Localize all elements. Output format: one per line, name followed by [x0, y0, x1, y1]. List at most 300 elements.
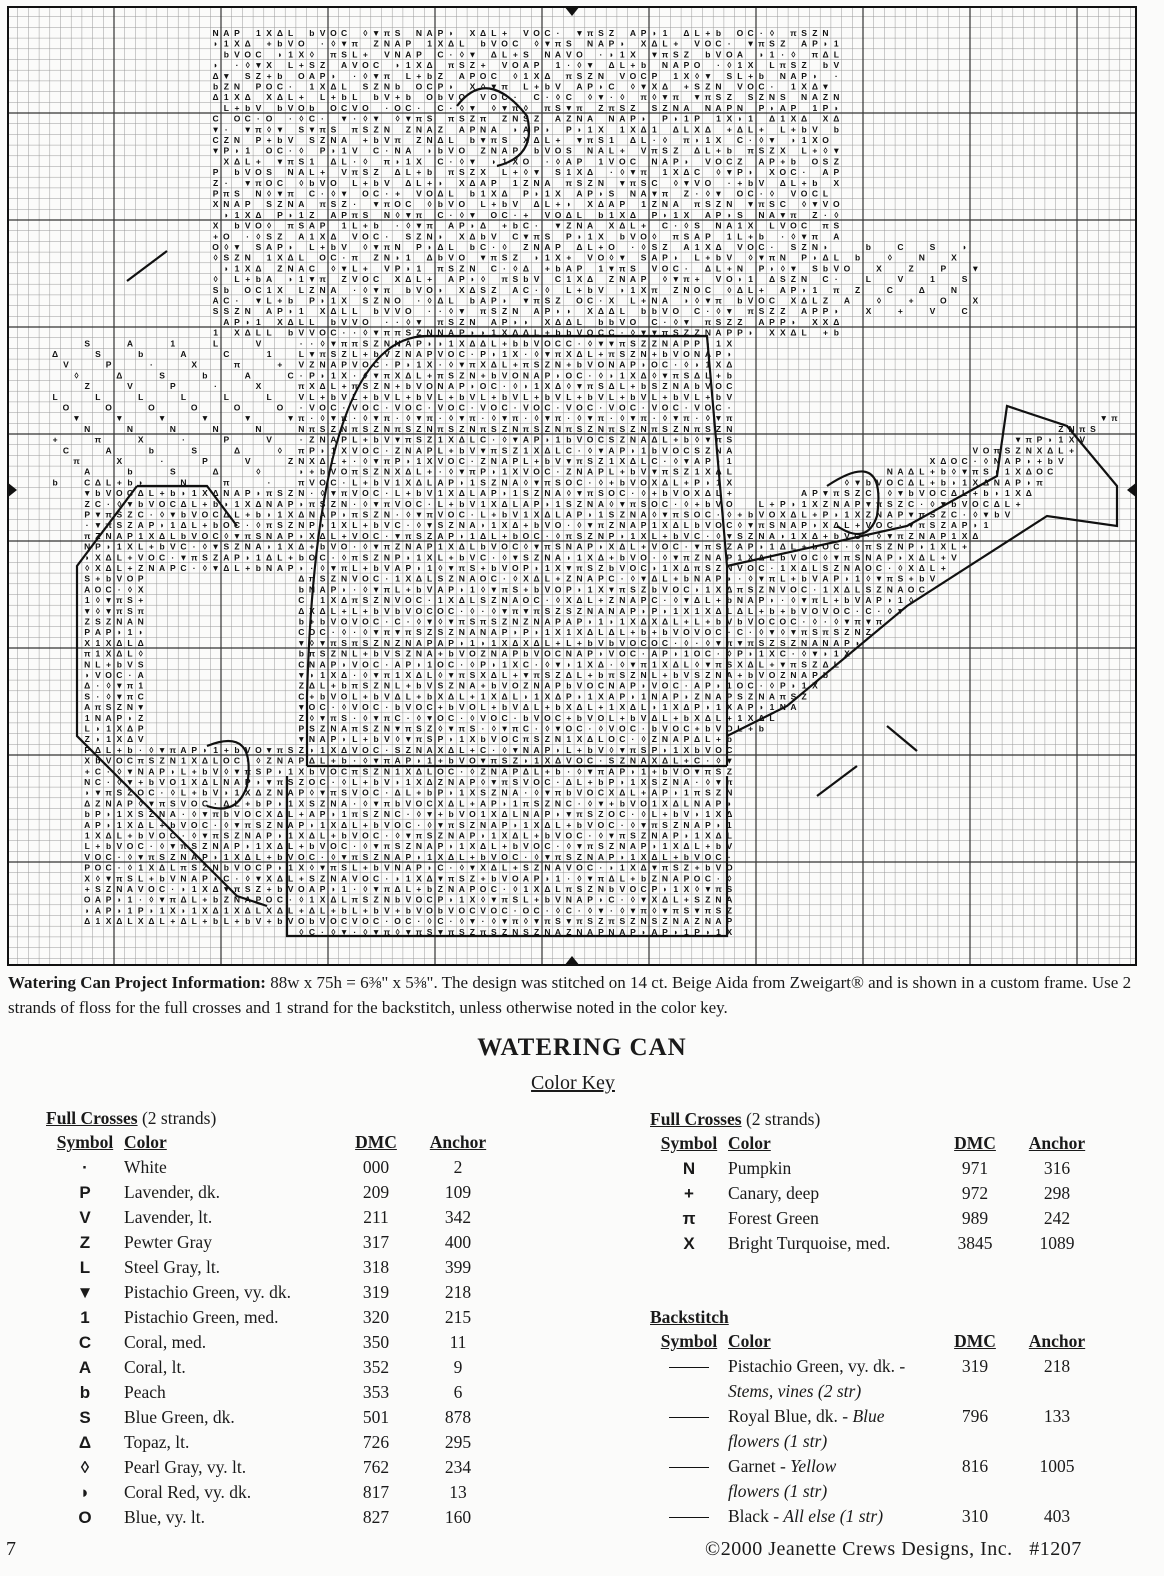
svg-text:+: +: [362, 905, 368, 916]
svg-text:A: A: [544, 680, 551, 691]
svg-text:▼: ▼: [72, 413, 81, 424]
svg-text:C: C: [715, 851, 722, 862]
svg-text:S: S: [865, 584, 872, 595]
svg-text:+: +: [609, 798, 614, 809]
svg-text:Z: Z: [373, 766, 379, 777]
svg-text:S: S: [544, 670, 551, 680]
svg-text:X: X: [533, 884, 540, 894]
svg-text:π: π: [298, 381, 305, 392]
svg-text:V: V: [287, 102, 294, 113]
svg-text:C: C: [255, 49, 262, 60]
svg-text:X: X: [309, 605, 315, 616]
svg-text:A: A: [405, 145, 412, 156]
svg-text:A: A: [811, 637, 818, 648]
svg-text:N: N: [576, 926, 583, 937]
svg-text:Z: Z: [138, 712, 144, 723]
svg-text:▼: ▼: [671, 274, 681, 285]
svg-text:1: 1: [737, 552, 743, 563]
svg-text:S: S: [876, 541, 882, 552]
svg-text:Δ: Δ: [319, 605, 326, 616]
svg-text:+: +: [416, 167, 422, 178]
key-anchor: 13: [449, 1482, 467, 1502]
svg-text:S: S: [458, 873, 465, 884]
svg-text:b: b: [373, 905, 379, 916]
svg-text:C: C: [811, 552, 818, 563]
svg-text:◗: ◗: [780, 530, 786, 541]
svg-text:+: +: [748, 231, 754, 242]
svg-text:C: C: [126, 488, 134, 499]
svg-text:▼: ▼: [639, 819, 648, 830]
svg-text:S: S: [651, 242, 658, 252]
svg-text:A: A: [191, 851, 198, 862]
svg-text:◊: ◊: [513, 884, 518, 894]
svg-text:O: O: [458, 252, 466, 263]
svg-text:b: b: [341, 830, 347, 841]
svg-text:·: ·: [353, 284, 357, 295]
svg-text:V: V: [169, 541, 176, 552]
svg-text:V: V: [747, 616, 754, 627]
svg-text:P: P: [234, 552, 240, 563]
svg-text:▼: ▼: [767, 627, 777, 638]
svg-text:π: π: [619, 338, 626, 349]
svg-text:A: A: [651, 787, 658, 798]
svg-text:◗: ◗: [416, 659, 422, 670]
svg-text:A: A: [651, 926, 658, 937]
svg-text:▼: ▼: [200, 830, 210, 841]
svg-text:π: π: [651, 423, 658, 434]
svg-text:V: V: [480, 712, 486, 723]
svg-text:N: N: [875, 509, 883, 520]
svg-text:1: 1: [491, 830, 497, 841]
svg-text:Z: Z: [373, 338, 379, 349]
svg-text:X: X: [469, 787, 476, 798]
svg-text:Z: Z: [491, 477, 497, 488]
svg-text:b: b: [127, 466, 133, 477]
svg-text:N: N: [116, 884, 123, 894]
svg-text:Δ: Δ: [448, 744, 455, 755]
svg-text:b: b: [640, 381, 647, 392]
svg-text:Z: Z: [416, 423, 422, 434]
svg-text:Δ: Δ: [554, 691, 562, 702]
svg-text:◊: ◊: [523, 102, 529, 113]
svg-text:C: C: [105, 584, 112, 595]
svg-text:C: C: [683, 445, 690, 456]
svg-text:V: V: [480, 92, 486, 103]
svg-text:X: X: [490, 691, 497, 702]
svg-text:C: C: [587, 862, 594, 873]
svg-text:Z: Z: [319, 873, 326, 884]
svg-text:O: O: [704, 38, 712, 49]
svg-text:S: S: [469, 616, 476, 627]
svg-text:P: P: [683, 734, 690, 745]
svg-text:L: L: [747, 605, 754, 616]
svg-text:C: C: [373, 60, 380, 71]
svg-text:V: V: [587, 359, 593, 370]
svg-text:π: π: [437, 370, 444, 381]
svg-text:1: 1: [298, 306, 304, 317]
svg-text:1: 1: [512, 177, 518, 188]
svg-text:▼: ▼: [371, 584, 381, 595]
svg-text:V: V: [384, 862, 390, 873]
svg-text:X: X: [694, 124, 700, 135]
svg-text:V: V: [309, 477, 315, 488]
svg-text:Z: Z: [234, 252, 240, 263]
svg-text:S: S: [458, 926, 465, 937]
svg-text:C: C: [94, 766, 101, 777]
svg-text:1: 1: [598, 263, 604, 274]
svg-text:S: S: [619, 916, 626, 927]
svg-text:◗: ◗: [619, 284, 625, 295]
svg-text:A: A: [426, 841, 433, 852]
svg-text:N: N: [266, 530, 273, 541]
svg-text:◗: ◗: [213, 873, 219, 884]
svg-text:1: 1: [309, 81, 315, 92]
svg-text:π: π: [383, 284, 391, 295]
svg-text:+: +: [651, 349, 657, 359]
svg-text:1: 1: [298, 209, 304, 220]
svg-text:Δ: Δ: [84, 798, 91, 809]
svg-text:S: S: [897, 573, 904, 584]
svg-text:◗: ◗: [673, 252, 679, 263]
svg-text:O: O: [693, 60, 701, 71]
svg-text:▼: ▼: [1099, 413, 1108, 424]
svg-text:◗: ◗: [1026, 456, 1032, 466]
svg-text:·: ·: [321, 38, 325, 49]
svg-text:O: O: [415, 798, 423, 809]
svg-text:X: X: [448, 541, 454, 552]
svg-text:C: C: [276, 81, 283, 92]
svg-text:C: C: [576, 370, 583, 381]
svg-text:L: L: [459, 744, 465, 755]
svg-text:A: A: [244, 894, 251, 905]
svg-text:◊: ◊: [630, 573, 636, 584]
svg-text:Δ: Δ: [276, 92, 283, 103]
svg-text:C: C: [565, 338, 572, 349]
svg-text:Δ: Δ: [137, 819, 144, 830]
svg-text:A: A: [726, 894, 733, 905]
svg-text:V: V: [512, 199, 519, 210]
svg-text:P: P: [726, 916, 733, 927]
svg-text:S: S: [480, 787, 486, 798]
svg-text:V: V: [330, 691, 337, 702]
svg-text:◗: ◗: [662, 605, 668, 616]
svg-text:O: O: [169, 777, 177, 787]
svg-text:Z: Z: [277, 263, 283, 274]
svg-text:·: ·: [759, 188, 763, 199]
svg-text:N: N: [629, 755, 636, 766]
svg-text:C: C: [448, 712, 455, 723]
svg-text:P: P: [779, 316, 786, 327]
svg-text:S: S: [394, 648, 401, 659]
svg-text:◗: ◗: [255, 488, 261, 499]
svg-text:C: C: [405, 102, 412, 113]
svg-text:·: ·: [524, 349, 528, 359]
svg-text:O: O: [437, 712, 444, 723]
svg-text:P: P: [587, 541, 593, 552]
svg-text:π: π: [116, 595, 123, 606]
svg-text:L: L: [191, 520, 197, 531]
svg-text:π: π: [126, 691, 134, 702]
svg-text:P: P: [576, 616, 583, 627]
svg-text:·: ·: [535, 284, 539, 295]
svg-text:Z: Z: [373, 809, 379, 820]
svg-text:▼: ▼: [371, 926, 381, 937]
svg-text:V: V: [351, 359, 358, 370]
svg-text:π: π: [233, 884, 241, 894]
svg-text:C: C: [212, 113, 219, 124]
svg-text:O: O: [672, 306, 680, 317]
svg-text:S: S: [319, 423, 326, 434]
svg-text:b: b: [683, 851, 690, 862]
svg-text:b: b: [662, 627, 668, 638]
svg-text:S: S: [362, 809, 369, 820]
svg-text:V: V: [662, 445, 668, 456]
svg-text:b: b: [138, 830, 144, 841]
svg-text:L: L: [287, 28, 294, 38]
svg-text:L: L: [266, 327, 272, 338]
svg-text:N: N: [672, 102, 679, 113]
svg-text:1: 1: [673, 744, 679, 755]
svg-text:π: π: [351, 381, 359, 392]
svg-text:◗: ◗: [448, 28, 454, 38]
svg-text:b: b: [298, 552, 304, 563]
svg-text:·: ·: [727, 177, 731, 188]
svg-text:◗: ◗: [641, 113, 647, 124]
svg-text:Z: Z: [715, 199, 722, 210]
svg-text:π: π: [383, 798, 391, 809]
svg-text:+: +: [480, 370, 486, 381]
svg-text:Δ: Δ: [993, 498, 1000, 509]
svg-text:L: L: [619, 873, 625, 884]
svg-text:π: π: [554, 787, 562, 798]
svg-text:+: +: [266, 135, 272, 145]
svg-text:N: N: [651, 691, 658, 702]
svg-text:b: b: [865, 242, 872, 252]
svg-text:O: O: [94, 851, 102, 862]
svg-text:◗: ◗: [437, 284, 443, 295]
svg-text:X: X: [341, 445, 347, 456]
svg-text:◊: ◊: [266, 124, 272, 135]
svg-text:L: L: [191, 894, 197, 905]
svg-text:C: C: [768, 295, 776, 306]
svg-text:1: 1: [652, 124, 657, 135]
svg-text:C: C: [298, 595, 305, 606]
svg-text:L: L: [287, 92, 294, 103]
svg-text:X: X: [715, 584, 722, 595]
svg-text:L: L: [170, 530, 176, 541]
svg-text:X: X: [405, 573, 412, 584]
svg-text:Z: Z: [683, 466, 690, 477]
svg-text:Z: Z: [84, 734, 90, 745]
svg-text:A: A: [126, 616, 134, 627]
svg-text:L: L: [833, 49, 839, 60]
svg-text:A: A: [394, 563, 401, 573]
svg-text:π: π: [351, 637, 359, 648]
svg-text:P: P: [95, 541, 101, 552]
svg-text:P: P: [715, 798, 722, 809]
svg-text:X: X: [458, 231, 465, 242]
svg-text:Δ: Δ: [512, 637, 519, 648]
svg-text:S: S: [95, 616, 101, 627]
svg-text:C: C: [501, 905, 508, 916]
svg-text:C: C: [426, 81, 433, 92]
svg-text:▼: ▼: [778, 209, 788, 220]
svg-text:A: A: [576, 894, 583, 905]
svg-text:P: P: [833, 167, 840, 178]
svg-text:S: S: [362, 338, 369, 349]
svg-text:Δ: Δ: [833, 520, 840, 531]
svg-text:L: L: [459, 691, 465, 702]
svg-text:L: L: [715, 263, 722, 274]
svg-text:·: ·: [331, 777, 335, 787]
svg-text:Z: Z: [437, 884, 444, 894]
svg-text:Z: Z: [127, 787, 133, 798]
svg-text:◗: ◗: [512, 316, 518, 327]
svg-text:+: +: [309, 541, 315, 552]
svg-text:◗: ◗: [833, 102, 839, 113]
svg-text:Z: Z: [854, 488, 861, 499]
key-color-name: Garnet - Yellow: [728, 1456, 837, 1476]
svg-text:Z: Z: [512, 755, 518, 766]
key-row: [650, 1156, 1108, 1181]
svg-text:+: +: [576, 284, 582, 295]
svg-text:1: 1: [470, 584, 475, 595]
svg-text:·: ·: [139, 744, 143, 755]
svg-text:C: C: [597, 434, 604, 445]
svg-text:◗: ◗: [245, 841, 251, 852]
svg-text:N: N: [640, 423, 647, 434]
svg-text:N: N: [287, 167, 294, 178]
svg-text:Z: Z: [640, 584, 647, 595]
svg-text:b: b: [394, 702, 401, 713]
svg-text:X: X: [705, 242, 711, 252]
svg-text:C: C: [437, 102, 444, 113]
svg-text:A: A: [255, 830, 262, 841]
svg-text:V: V: [501, 563, 508, 573]
svg-text:N: N: [843, 563, 850, 573]
svg-text:A: A: [330, 434, 337, 445]
svg-text:▼: ▼: [157, 744, 167, 755]
svg-text:V: V: [544, 209, 551, 220]
svg-text:A: A: [608, 445, 615, 456]
svg-text:Z: Z: [223, 81, 229, 92]
svg-text:1: 1: [716, 338, 721, 349]
svg-text:A: A: [726, 670, 733, 680]
svg-text:◊: ◊: [470, 766, 475, 777]
svg-text:S: S: [330, 199, 337, 210]
svg-text:S: S: [737, 691, 743, 702]
svg-text:V: V: [555, 830, 561, 841]
svg-text:N: N: [597, 884, 604, 894]
key-dmc: 211: [363, 1207, 389, 1227]
svg-text:X: X: [640, 284, 647, 295]
svg-text:◗: ◗: [812, 252, 818, 263]
svg-text:+: +: [630, 627, 636, 638]
svg-text:V: V: [533, 338, 540, 349]
svg-text:A: A: [619, 926, 626, 937]
svg-text:·: ·: [503, 573, 507, 584]
svg-text:L: L: [234, 563, 240, 573]
svg-text:◊: ◊: [887, 605, 892, 616]
svg-text:L: L: [319, 905, 326, 916]
svg-text:▼: ▼: [307, 124, 317, 135]
svg-text:X: X: [244, 209, 251, 220]
svg-text:π: π: [693, 787, 701, 798]
svg-text:b: b: [202, 370, 208, 381]
svg-text:L: L: [501, 49, 508, 60]
svg-text:S: S: [255, 242, 262, 252]
svg-text:Z: Z: [555, 295, 561, 306]
svg-text:A: A: [169, 809, 176, 820]
svg-text:L: L: [416, 466, 422, 477]
svg-text:O: O: [586, 680, 594, 691]
svg-text:Z: Z: [673, 145, 679, 156]
svg-text:·: ·: [385, 188, 389, 199]
svg-text:S: S: [116, 509, 123, 520]
svg-text:L: L: [619, 381, 625, 392]
svg-text:◗: ◗: [459, 584, 465, 595]
svg-text:S: S: [587, 809, 593, 820]
svg-text:O: O: [276, 402, 284, 413]
svg-text:P: P: [608, 38, 615, 49]
svg-text:C: C: [554, 648, 562, 659]
svg-text:O: O: [768, 509, 776, 520]
svg-text:A: A: [672, 60, 679, 71]
svg-text:V: V: [458, 755, 465, 766]
backstitch-line-symbol: [650, 1504, 728, 1529]
key-dmc: 501: [362, 1407, 390, 1427]
svg-text:Δ: Δ: [533, 135, 540, 145]
svg-text:Z: Z: [84, 616, 90, 627]
svg-text:P: P: [501, 819, 508, 830]
svg-text:V: V: [351, 830, 358, 841]
svg-text:1: 1: [341, 145, 347, 156]
svg-text:C: C: [405, 916, 412, 927]
svg-text:V: V: [384, 648, 390, 659]
svg-text:C: C: [533, 92, 540, 103]
svg-text:π: π: [512, 916, 519, 927]
svg-text:+: +: [437, 809, 443, 820]
svg-text:O: O: [458, 199, 466, 210]
svg-text:Δ: Δ: [833, 113, 840, 124]
svg-text:A: A: [405, 49, 412, 60]
svg-text:1: 1: [694, 830, 700, 841]
key-dmc: 319: [362, 1282, 390, 1302]
svg-text:Δ: Δ: [84, 680, 91, 691]
svg-text:π: π: [180, 862, 187, 873]
svg-text:O: O: [244, 862, 252, 873]
svg-text:V: V: [544, 584, 551, 595]
svg-text:A: A: [255, 541, 262, 552]
svg-text:P: P: [630, 359, 636, 370]
svg-text:◗: ◗: [106, 819, 112, 830]
svg-text:π: π: [1079, 423, 1086, 434]
svg-text:◊: ◊: [309, 712, 315, 723]
svg-text:Z: Z: [373, 423, 379, 434]
key-color-name: Topaz, lt.: [124, 1432, 190, 1452]
svg-text:▼: ▼: [521, 295, 531, 306]
svg-text:O: O: [629, 70, 637, 81]
svg-text:·: ·: [310, 413, 314, 424]
svg-text:·: ·: [385, 744, 389, 755]
svg-text:π: π: [437, 423, 444, 434]
svg-text:O: O: [362, 188, 369, 199]
key-color-name: Lavender, dk.: [124, 1182, 220, 1202]
svg-text:P: P: [533, 498, 540, 509]
svg-text:P: P: [694, 338, 700, 349]
svg-text:π: π: [105, 520, 112, 531]
svg-text:A: A: [619, 605, 626, 616]
